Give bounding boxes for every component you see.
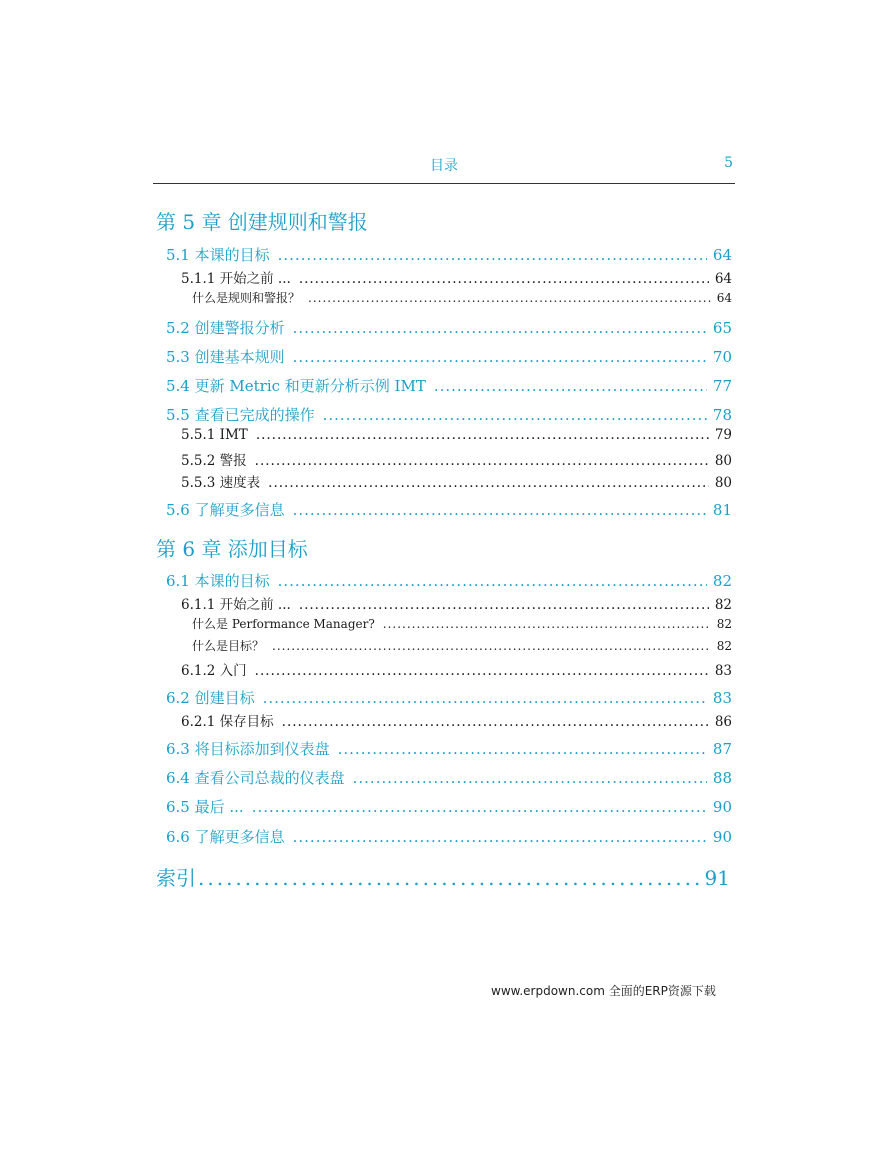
toc-entry-page: 70 <box>712 348 732 366</box>
header-page-number: 5 <box>724 155 733 171</box>
leader-dots <box>255 663 709 679</box>
leader-dots <box>293 319 707 337</box>
toc-entry[interactable] <box>166 346 732 366</box>
toc-entry-label: 5.1.1 开始之前 ... <box>181 271 291 287</box>
toc-entry-page: 83 <box>712 689 732 707</box>
toc-entry-label: 5.5.3 速度表 <box>181 475 261 491</box>
toc-entry-label: 5.5 查看已完成的操作 <box>166 406 315 424</box>
leader-dots <box>282 714 709 730</box>
toc-entry-page: 86 <box>714 714 732 730</box>
toc-entry[interactable] <box>166 570 732 590</box>
toc-entry[interactable] <box>181 267 732 285</box>
toc-entry-label: 6.4 查看公司总裁的仪表盘 <box>166 769 345 787</box>
toc-entry-label: 6.1.1 开始之前 ... <box>181 597 291 613</box>
leader-dots <box>198 866 699 890</box>
toc-entry-label: 6.6 了解更多信息 <box>166 828 285 846</box>
toc-entry-page: 90 <box>712 828 732 846</box>
toc-entry-page: 64 <box>716 291 732 305</box>
toc-entry[interactable] <box>181 427 732 445</box>
leader-dots <box>256 427 709 443</box>
leader-dots <box>293 828 707 846</box>
toc-entry-label: 什么是规则和警报？ <box>192 291 301 305</box>
toc-entry-label: 6.5 最后 ... <box>166 798 244 816</box>
toc-entry-label: 6.2.1 保存目标 <box>181 714 274 730</box>
leader-dots <box>434 377 707 395</box>
toc-entry[interactable] <box>166 317 732 337</box>
header-title: 目录 <box>430 158 458 174</box>
toc-entry-page: 82 <box>716 617 732 631</box>
leader-dots <box>323 406 707 424</box>
toc-entry-page: 90 <box>712 798 732 816</box>
toc-entry-label: 5.5.2 警报 <box>181 453 247 469</box>
leader-dots <box>272 639 711 653</box>
toc-entry-page: 91 <box>704 866 730 890</box>
toc-entry[interactable] <box>192 637 732 653</box>
leader-dots <box>268 475 709 491</box>
toc-entry[interactable] <box>166 796 732 816</box>
toc-entry[interactable] <box>192 289 732 305</box>
toc-entry-label: 6.2 创建目标 <box>166 689 255 707</box>
toc-entry-page: 79 <box>714 427 732 443</box>
leader-dots <box>299 597 709 613</box>
leader-dots <box>299 271 709 287</box>
leader-dots <box>308 291 711 305</box>
toc-entry-page: 64 <box>712 246 732 264</box>
toc-entry[interactable] <box>181 593 732 611</box>
toc-entry-label: 5.2 创建警报分析 <box>166 319 285 337</box>
toc-entry[interactable] <box>166 687 732 707</box>
toc-entry-label: 什么是 Performance Manager? <box>192 617 375 631</box>
toc-entry-label: 5.4 更新 Metric 和更新分析示例 IMT <box>166 377 426 395</box>
leader-dots <box>278 246 707 264</box>
toc-entry[interactable] <box>166 738 732 758</box>
chapter-heading: 第 5 章 创建规则和警报 <box>156 210 368 234</box>
leader-dots <box>255 453 709 469</box>
toc-entry-label: 5.1 本课的目标 <box>166 246 270 264</box>
footer-text: www.erpdown.com 全面的ERP资源下载 <box>491 984 716 998</box>
toc-entry-page: 77 <box>712 377 732 395</box>
toc-entry[interactable] <box>181 449 732 467</box>
toc-entry[interactable] <box>181 659 732 677</box>
toc-entry-page: 78 <box>712 406 732 424</box>
toc-entry-label: 什么是目标？ <box>192 639 265 653</box>
toc-entry-label: 索引 <box>156 866 196 890</box>
toc-entry[interactable] <box>166 375 732 395</box>
toc-entry-page: 81 <box>712 501 732 519</box>
toc-entry[interactable] <box>166 244 732 264</box>
toc-entry-page: 80 <box>714 453 732 469</box>
toc-entry-page: 88 <box>712 769 732 787</box>
leader-dots <box>338 740 707 758</box>
toc-entry[interactable] <box>166 499 732 519</box>
toc-entry[interactable] <box>166 404 732 424</box>
toc-entry-label: 5.3 创建基本规则 <box>166 348 285 366</box>
toc-entry-label: 6.1.2 入门 <box>181 663 247 679</box>
toc-entry-page: 83 <box>714 663 732 679</box>
toc-entry-page: 82 <box>712 572 732 590</box>
toc-entry-page: 65 <box>712 319 732 337</box>
toc-entry-label: 6.1 本课的目标 <box>166 572 270 590</box>
toc-entry-page: 87 <box>712 740 732 758</box>
toc-entry-page: 64 <box>714 271 732 287</box>
leader-dots <box>293 348 707 366</box>
toc-entry-page: 82 <box>714 597 732 613</box>
toc-entry-label: 5.5.1 IMT <box>181 427 248 443</box>
toc-entry-label: 5.6 了解更多信息 <box>166 501 285 519</box>
leader-dots <box>383 617 711 631</box>
toc-index-entry[interactable] <box>156 862 730 888</box>
toc-entry[interactable] <box>192 615 732 631</box>
toc-entry-page: 80 <box>714 475 732 491</box>
leader-dots <box>293 501 707 519</box>
toc-entry[interactable] <box>166 767 732 787</box>
leader-dots <box>353 769 707 787</box>
toc-entry-page: 82 <box>716 639 732 653</box>
toc-entry[interactable] <box>166 826 732 846</box>
chapter-heading: 第 6 章 添加目标 <box>156 537 308 561</box>
toc-entry-label: 6.3 将目标添加到仪表盘 <box>166 740 330 758</box>
toc-entry[interactable] <box>181 710 732 728</box>
leader-dots <box>252 798 707 816</box>
leader-dots <box>263 689 707 707</box>
leader-dots <box>278 572 707 590</box>
toc-entry[interactable] <box>181 471 732 489</box>
